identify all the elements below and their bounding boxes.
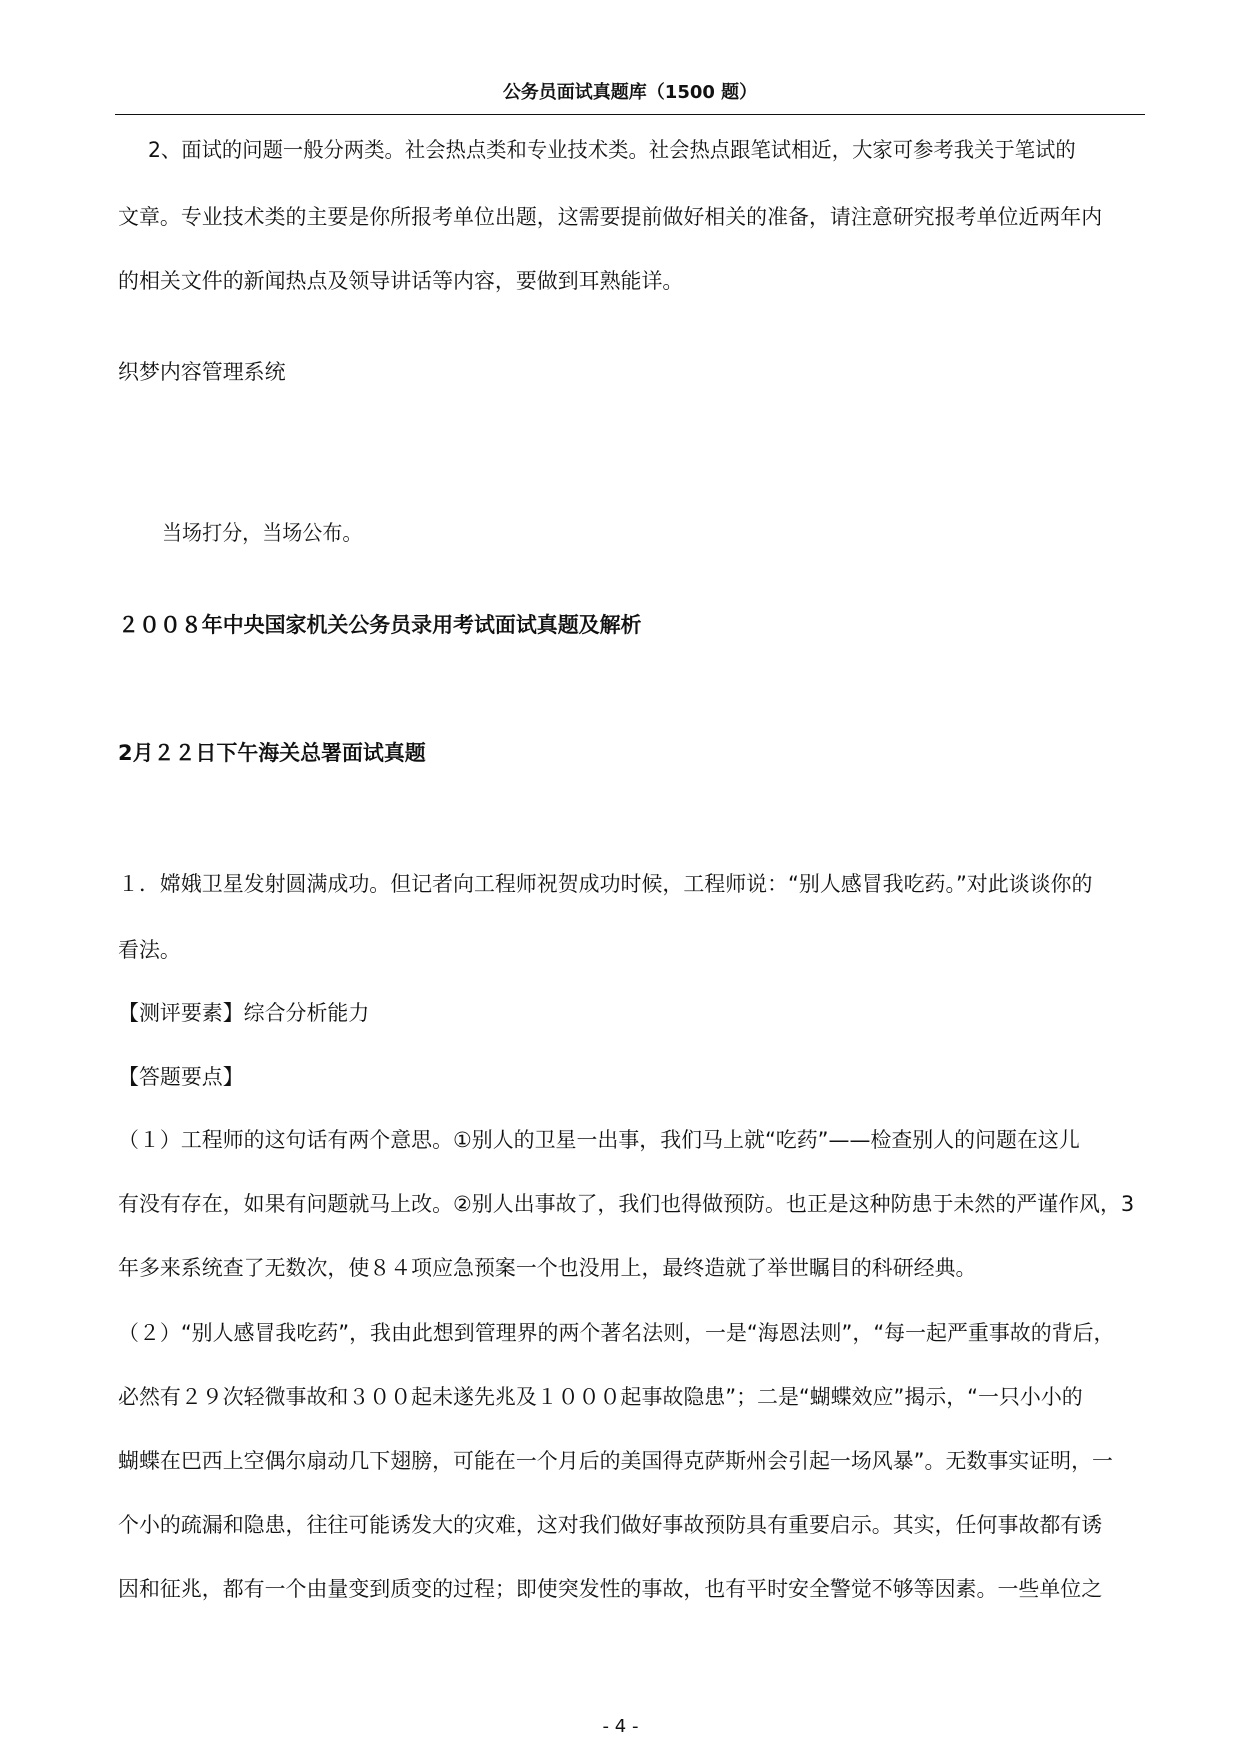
running-header: 公务员面试真题库（1500 题） (502, 82, 758, 103)
answer-line: 个小的疏漏和隐患，往往可能诱发大的灾难，这对我们做好事故预防具有重要启示。其实，任何事故都有诱 (118, 1513, 1103, 1537)
answer-line: 必然有２９次轻微事故和３００起未遂先兆及１０００起事故隐患”；二是“蝴蝶效应”揭示，“一只小小的 (118, 1385, 1083, 1409)
page-number: - 4 - (602, 1716, 639, 1737)
header-divider (115, 114, 1145, 115)
watermark-text: 织梦内容管理系统 (118, 360, 286, 384)
paragraph-line: 的相关文件的新闻热点及领导讲话等内容，要做到耳熟能详。 (118, 269, 684, 293)
answer-line: 因和征兆，都有一个由量变到质变的过程；即使突发性的事故，也有平时安全警觉不够等因素。一些单位之 (118, 1577, 1103, 1601)
paragraph-line: 2、面试的问题一般分两类。社会热点类和专业技术类。社会热点跟笔试相近，大家可参考我关于笔试的 (148, 138, 1076, 162)
answer-line: 有没有存在，如果有问题就马上改。②别人出事故了，我们也得做预防。也正是这种防患于未然的严谨作风，3 (118, 1192, 1135, 1216)
answer-line: 蝴蝶在巴西上空偶尔扇动几下翅膀，可能在一个月后的美国得克萨斯州会引起一场风暴”。无数事实证明，一 (118, 1449, 1113, 1473)
question-line: 看法。 (118, 938, 181, 962)
paragraph-line: 当场打分，当场公布。 (162, 521, 363, 545)
section-heading: ２００８年中央国家机关公务员录用考试面试真题及解析 (118, 613, 642, 637)
answer-label: 【答题要点】 (118, 1065, 244, 1089)
subsection-heading: 2月２２日下午海关总署面试真题 (118, 741, 426, 765)
paragraph-line: 文章。专业技术类的主要是你所报考单位出题，这需要提前做好相关的准备，请注意研究报考单位近两年内 (118, 205, 1103, 229)
answer-line: 年多来系统查了无数次，使８４项应急预案一个也没用上，最终造就了举世瞩目的科研经典。 (118, 1256, 977, 1280)
evaluation-label: 【测评要素】综合分析能力 (118, 1001, 370, 1025)
answer-line: （１）工程师的这句话有两个意思。①别人的卫星一出事，我们马上就“吃药”——检查别人的问题在这儿 (118, 1128, 1080, 1152)
answer-line: （２）“别人感冒我吃药”，我由此想到管理界的两个著名法则，一是“海恩法则”，“每一起严重事故的背后， (118, 1321, 1115, 1345)
question-line: １．嫦娥卫星发射圆满成功。但记者向工程师祝贺成功时候，工程师说：“别人感冒我吃药。”对此谈谈你的 (118, 872, 1093, 896)
